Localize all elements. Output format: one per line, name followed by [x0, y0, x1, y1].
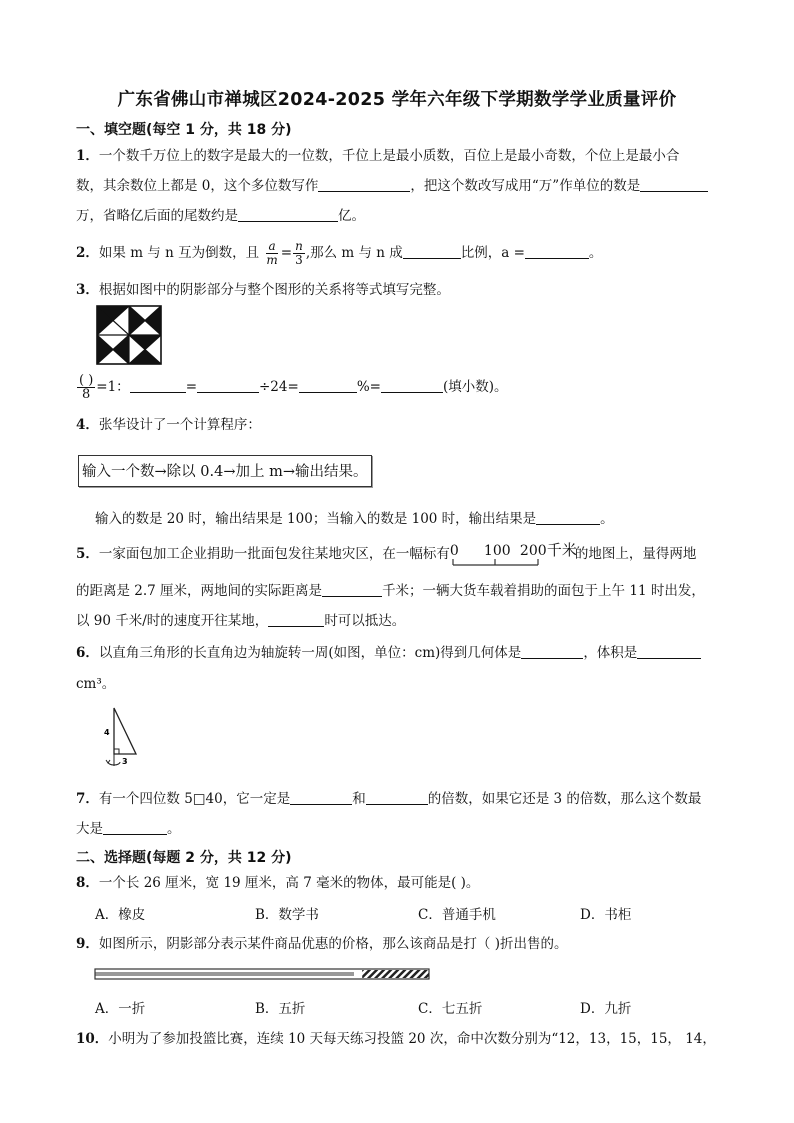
q8-option-c[interactable]: C．普通手机	[418, 907, 496, 923]
answer-blank[interactable]	[525, 244, 589, 259]
question-5-line-1: 5．一家面包加工企业捐助一批面包发往某地灾区，在一幅标有 0 100 200 千米 的地图上，量得两地	[76, 544, 696, 564]
section-1-heading: 一、填空题(每空 1 分，共 18 分)	[76, 122, 292, 138]
answer-blank[interactable]	[403, 244, 461, 259]
answer-blank[interactable]	[238, 207, 338, 222]
answer-blank[interactable]	[130, 378, 186, 393]
answer-blank[interactable]	[536, 510, 600, 525]
answer-blank[interactable]	[103, 820, 167, 835]
question-4-line-2: 输入的数是 20 时，输出结果是 100；当输入的数是 100 时，输出结果是 。	[95, 511, 614, 527]
question-7-line-2: 大是 。	[76, 821, 181, 837]
q9-option-c[interactable]: C．七五折	[418, 1001, 483, 1017]
q8-option-d[interactable]: D．书柜	[580, 907, 632, 923]
right-triangle-rotation-figure	[96, 704, 144, 772]
page-title: 广东省佛山市禅城区2024-2025 学年六年级下学期数学学业质量评价	[117, 90, 677, 110]
discount-bar-figure	[94, 968, 430, 980]
answer-blank[interactable]	[290, 790, 352, 805]
q8-option-a[interactable]: A．橡皮	[95, 907, 146, 923]
question-2: 2．如果 m 与 n 互为倒数，且 $\frac{a}{m}$ = $\frac{n}{3}$ ,那么 m 与 n 成 比例，a = 。	[76, 239, 603, 267]
question-5-line-2: 的距离是 2.7 厘米，两地间的实际距离是 千米；一辆大货车载着捐助的面包于上午 11 时出发，	[76, 583, 705, 599]
section-2-heading: 二、选择题(每题 2 分，共 12 分)	[76, 850, 292, 866]
question-4-text: 4．张华设计了一个计算程序：	[76, 417, 261, 433]
question-3-text: 3．根据如图中的阴影部分与整个图形的关系将等式填写完整。	[76, 282, 450, 298]
map-scale-bar: 0 100 200 千米	[450, 544, 575, 564]
calculation-program-box: 输入一个数→除以 0.4→加上 m→输出结果。	[78, 455, 372, 487]
question-1-line-2: 数，其余数位上都是 0，这个多位数写作 ，把这个数改写成用“万”作单位的数是	[76, 176, 708, 196]
question-3-equation: $\frac{( )}{8}$ =1： = ÷24= %= (填小数)。	[79, 373, 508, 402]
question-6-line-2: cm³。	[76, 676, 116, 692]
question-7-line-1: 7．有一个四位数 5□40，它一定是 和 的倍数，如果它还是 3 的倍数，那么这个数最	[76, 791, 702, 807]
q9-option-d[interactable]: D．九折	[580, 1001, 632, 1017]
question-9-text: 9．如图所示，阴影部分表示某件商品优惠的价格，那么该商品是打（ )折出售的。	[76, 936, 568, 952]
answer-blank[interactable]	[381, 378, 443, 393]
answer-blank[interactable]	[521, 644, 583, 659]
question-number: 1．	[76, 148, 99, 164]
answer-blank[interactable]	[299, 378, 357, 393]
question-1-line-3: 万，省略亿后面的尾数约是 亿。	[76, 208, 365, 224]
answer-blank[interactable]	[268, 612, 324, 627]
answer-blank[interactable]	[322, 582, 382, 597]
base-label: 3	[122, 757, 128, 766]
answer-blank[interactable]	[318, 177, 410, 192]
answer-blank[interactable]	[637, 644, 701, 659]
question-1-line-1: 1．一个数千万位上的数字是最大的一位数，千位上是最小质数，百位上是最小奇数，个位上是最小合	[76, 148, 680, 164]
question-10-text: 10．小明为了参加投篮比赛，连续 10 天每天练习投篮 20 次，命中次数分别为“12，13，15，15， 14，	[76, 1031, 716, 1047]
fraction-n-over-3: $\frac{n}{3}$	[295, 239, 303, 267]
q8-option-b[interactable]: B．数学书	[255, 907, 319, 923]
question-8-text: 8．一个长 26 厘米，宽 19 厘米，高 7 毫米的物体，最可能是( )。	[76, 875, 480, 891]
question-6-line-1: 6．以直角三角形的长直角边为轴旋转一周(如图，单位：cm)得到几何体是 ，体积是	[76, 643, 701, 663]
fraction-a-over-m: $\frac{a}{m}$	[266, 239, 278, 267]
q9-option-a[interactable]: A．一折	[95, 1001, 146, 1017]
shaded-discount-portion	[362, 970, 429, 978]
fraction-blank-over-8: $\frac{( )}{8}$	[79, 373, 94, 402]
answer-blank[interactable]	[197, 378, 259, 393]
pinwheel-shaded-figure	[96, 305, 162, 365]
q9-option-b[interactable]: B．五折	[255, 1001, 306, 1017]
height-label: 4	[104, 728, 110, 737]
scale-ruler-line	[452, 558, 540, 566]
question-5-line-3: 以 90 千米/时的速度开往某地， 时可以抵达。	[76, 613, 406, 629]
answer-blank[interactable]	[366, 790, 428, 805]
answer-blank[interactable]	[640, 177, 708, 192]
